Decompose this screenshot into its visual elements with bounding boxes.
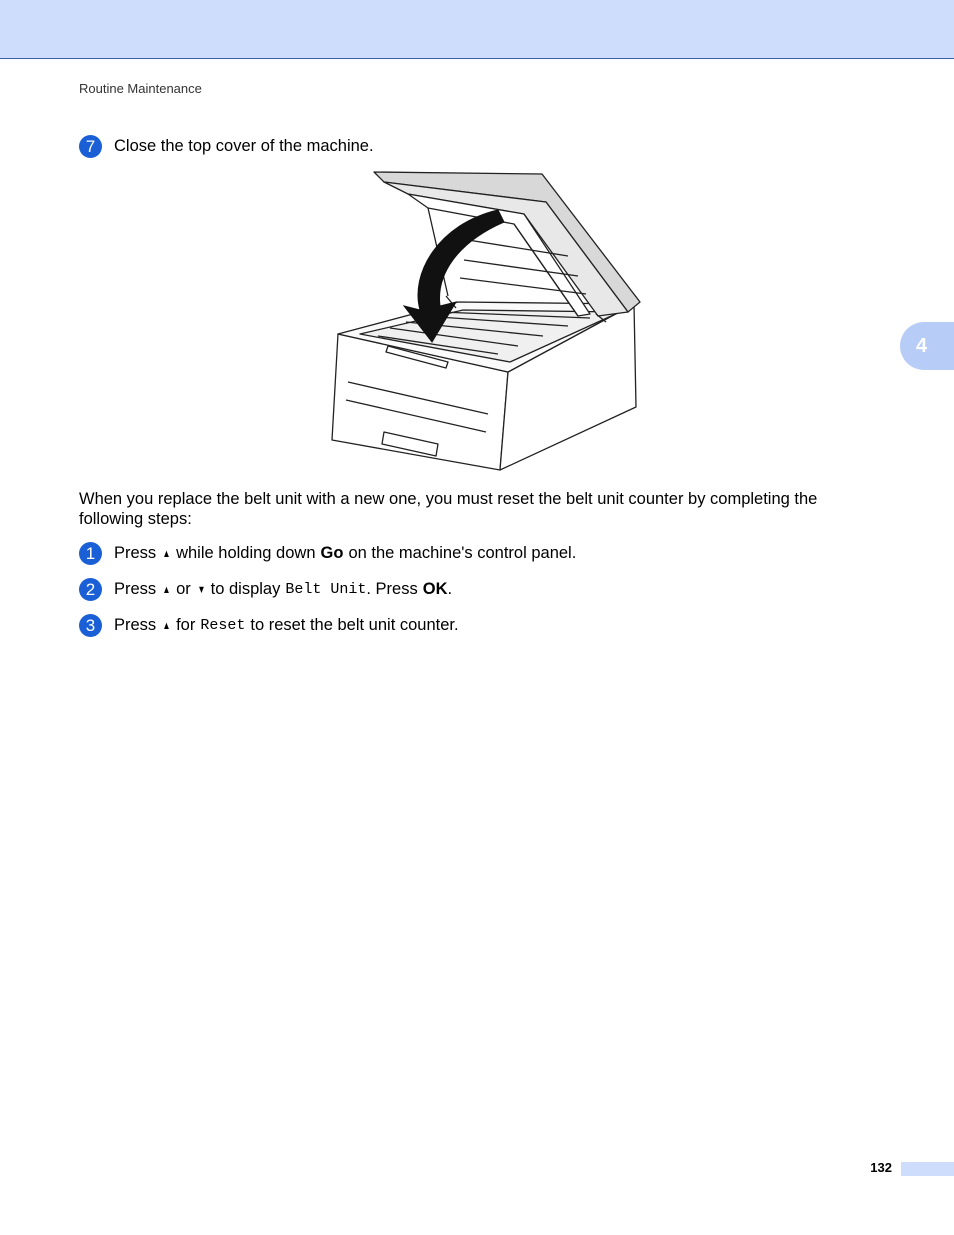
down-arrow-icon: ▼: [197, 583, 206, 596]
step-1: [79, 542, 576, 565]
step-close-cover: [79, 135, 374, 158]
header-band: [0, 0, 954, 59]
button-name-go: Go: [320, 544, 344, 562]
step-number-badge: 3: [79, 614, 102, 637]
step-2: [79, 578, 452, 601]
lcd-text-belt-unit: Belt Unit: [285, 581, 367, 598]
step-text: Press: [114, 544, 157, 562]
step-text: or: [176, 580, 191, 598]
step-text: Close the top cover of the machine.: [114, 137, 374, 155]
lcd-text-reset: Reset: [200, 617, 246, 634]
page-number: 132: [870, 1160, 892, 1175]
up-arrow-icon: ▲: [162, 547, 171, 560]
step-text: Press: [114, 580, 157, 598]
step-text: .: [447, 580, 453, 598]
step-number-badge: 2: [79, 578, 102, 601]
step-text: for: [176, 616, 196, 634]
step-number-badge: 7: [79, 135, 102, 158]
step-text: on the machine's control panel.: [348, 544, 577, 562]
section-title: Routine Maintenance: [79, 81, 202, 96]
step-number-badge: 1: [79, 542, 102, 565]
button-name-ok: OK: [422, 580, 448, 598]
up-arrow-icon: ▲: [162, 619, 171, 632]
step-text: to reset the belt unit counter.: [250, 616, 459, 634]
footer-bar: [901, 1162, 954, 1176]
step-text: to display: [210, 580, 281, 598]
step-text: Press: [114, 616, 157, 634]
step-text: while holding down: [176, 544, 316, 562]
up-arrow-icon: ▲: [162, 583, 171, 596]
step-3: [79, 614, 459, 637]
intro-paragraph: When you replace the belt unit with a new one, you must reset the belt unit counter by completing the following steps:: [79, 490, 818, 528]
step-text: . Press: [366, 580, 418, 598]
chapter-tab[interactable]: 4: [900, 322, 954, 370]
printer-top-cover-illustration: [328, 164, 644, 484]
